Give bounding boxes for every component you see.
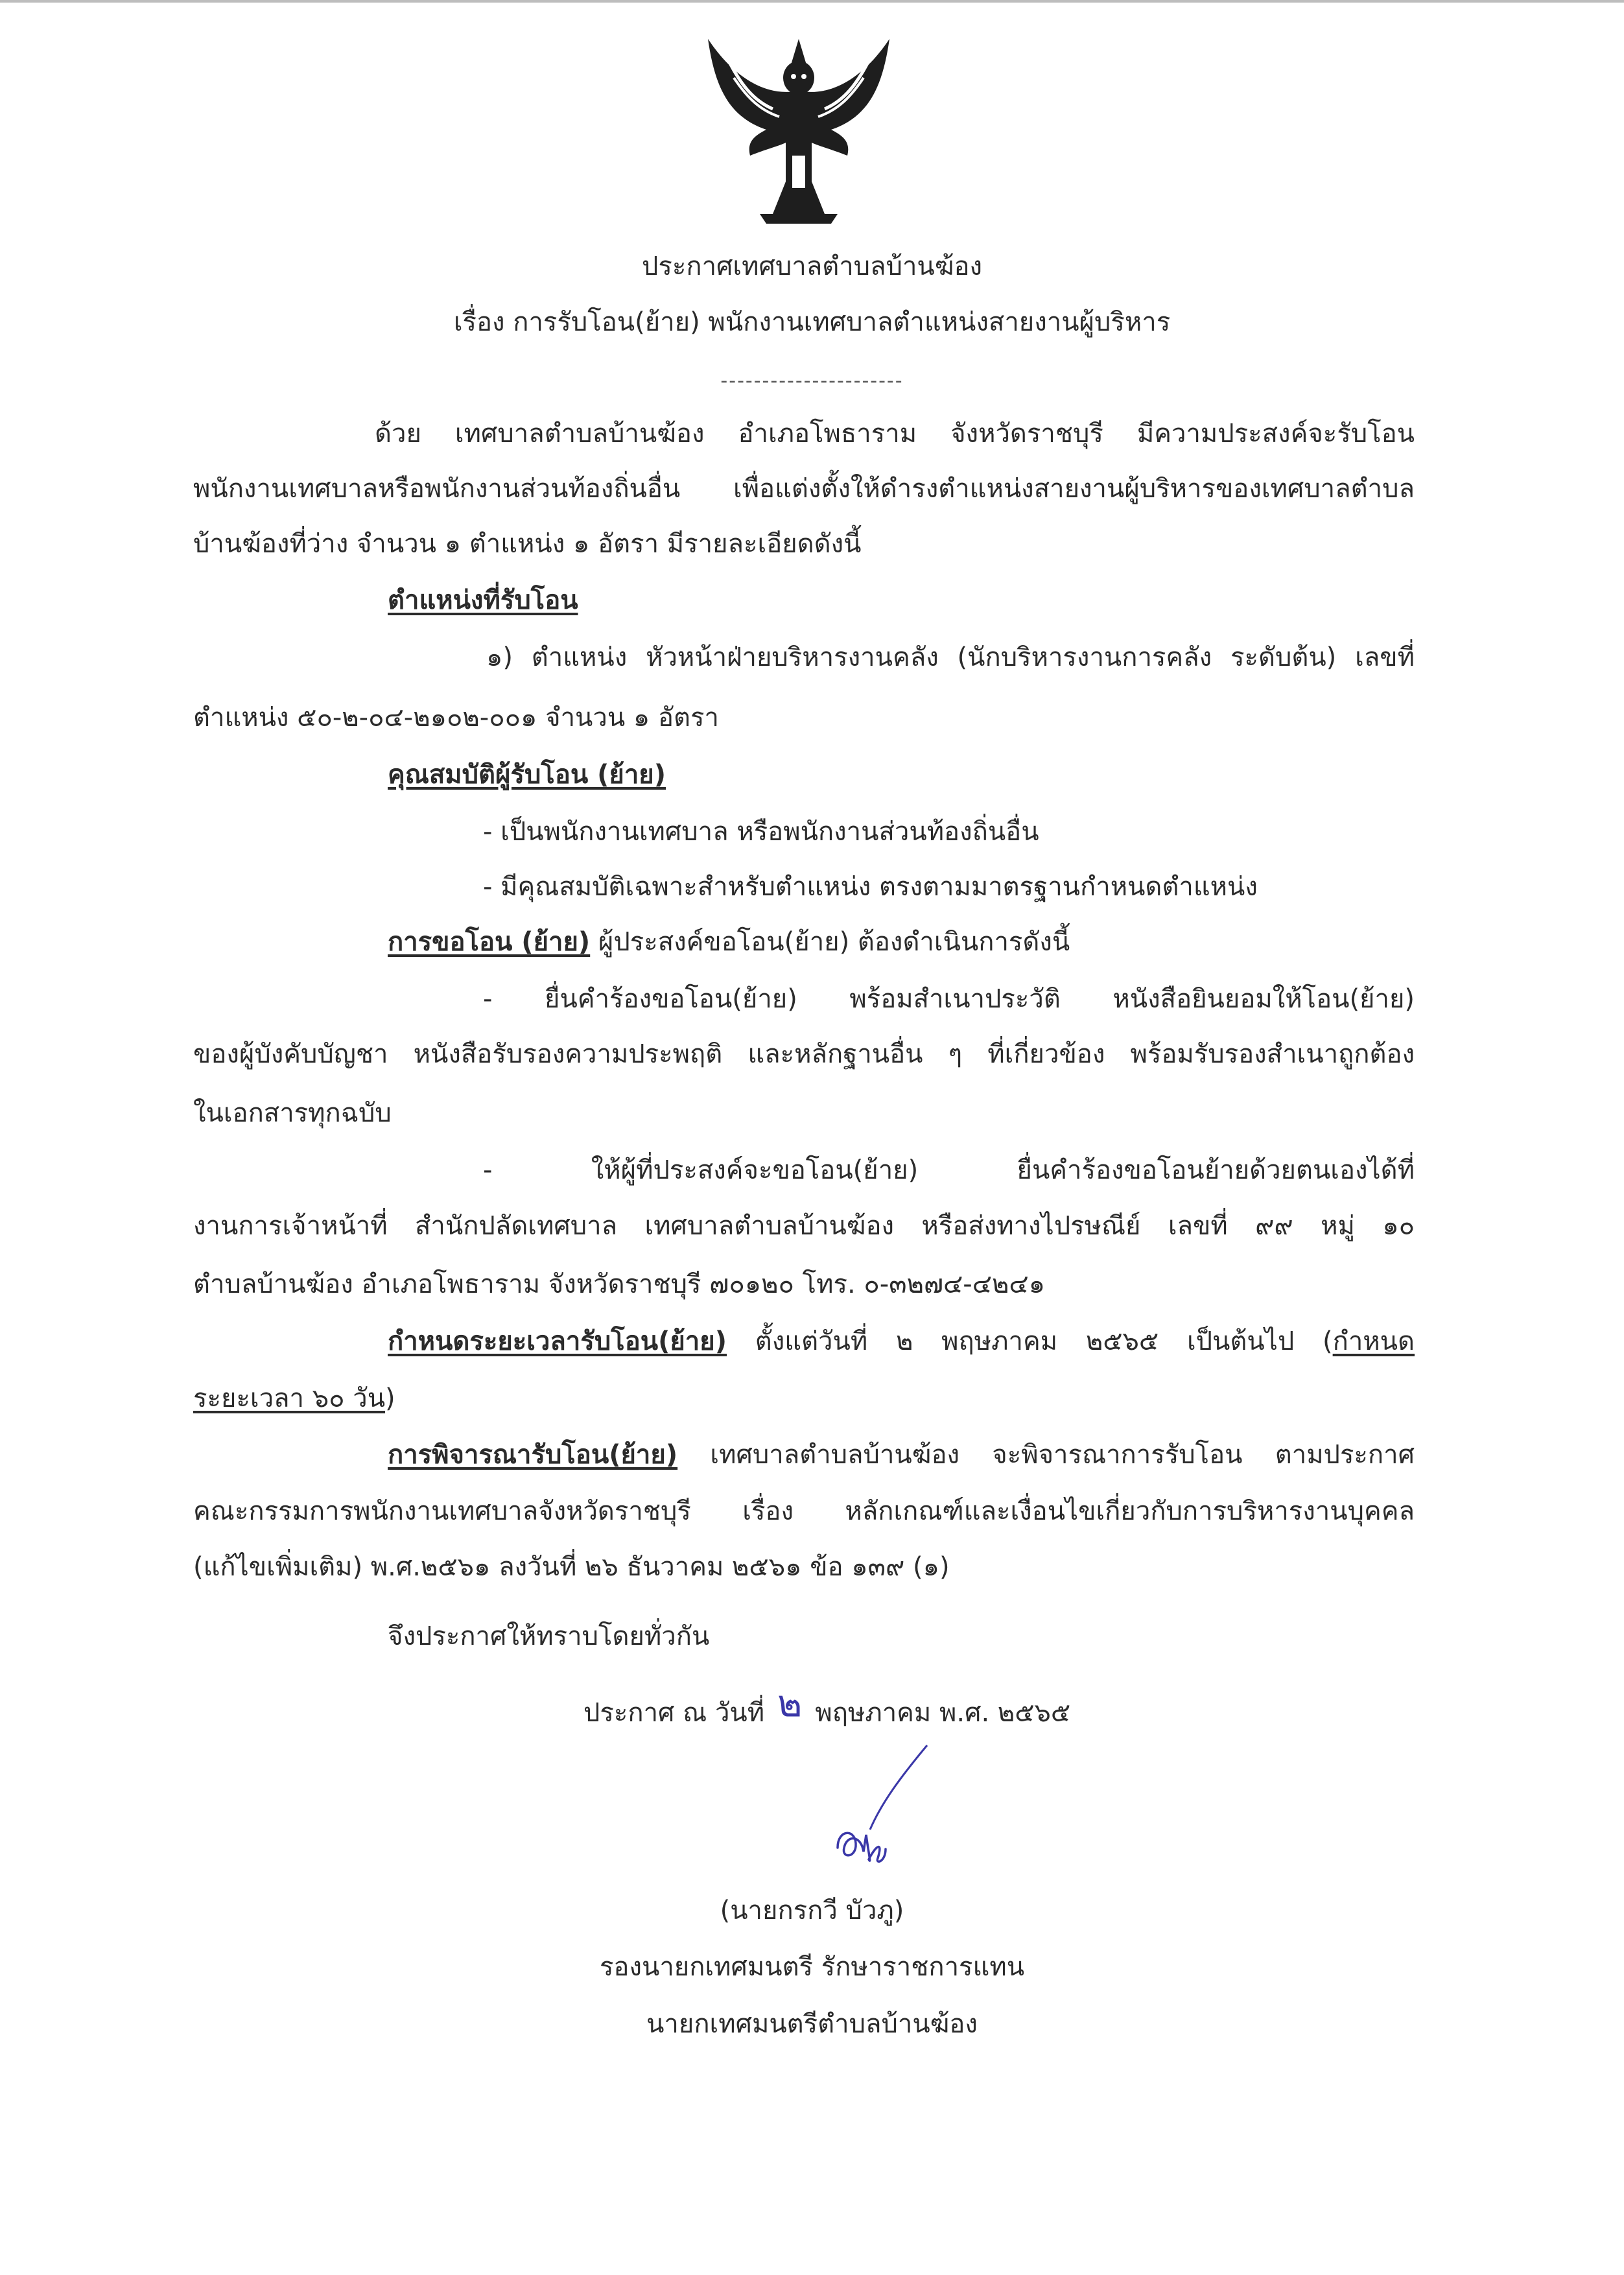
consideration-line-1-rest: เทศบาลตำบลบ้านฆ้อง จะพิจารณาการรับโอน ตามประกาศ [677,1440,1415,1470]
period-close: ) [385,1384,395,1413]
application-p1-line-3: ในเอกสารทุกฉบับ [193,1098,392,1128]
signatory-name: (นายกรกวี บัวภู) [720,1896,904,1926]
consideration-line-1 [388,1437,1415,1473]
qualification-item-2: - มีคุณสมบัติเฉพาะสำหรับตำแหน่ง ตรงตามมาตรฐานกำหนดตำแหน่ง [483,872,1258,902]
qualification-item-1: - เป็นพนักงานเทศบาล หรือพนักงานส่วนท้องถิ่นอื่น [483,817,1039,847]
consideration-line-3: (แก้ไขเพิ่มเติม) พ.ศ.๒๕๖๑ ลงวันที่ ๒๖ ธันวาคม ๒๕๖๑ ข้อ ๑๓๙ (๑) [193,1552,950,1582]
title-divider: ---------------------- [720,370,904,392]
announcement-subject: เรื่อง การรับโอน(ย้าย) พนักงานเทศบาลตำแหน่งสายงานผู้บริหาร [453,307,1171,337]
position-item-1-line-2: ตำแหน่ง ๕๐-๒-๐๔-๒๑๐๒-๐๐๑ จำนวน ๑ อัตรา [193,703,719,733]
application-heading-line [388,924,1070,960]
position-heading: ตำแหน่งที่รับโอน [388,585,578,615]
period-duration-part-1: กำหนด [1332,1326,1415,1356]
date-day-handwritten: ๒ [777,1681,803,1725]
application-p2-line-3: ตำบลบ้านฆ้อง อำเภอโพธาราม จังหวัดราชบุรี ๗๐๑๒๐ โทร. ๐-๓๒๗๔-๔๒๔๑ [193,1269,1046,1299]
intro-line-2: พนักงานเทศบาลหรือพนักงานส่วนท้องถิ่นอื่น เพื่อแต่งตั้งให้ดำรงตำแหน่งสายงานผู้บริหารของเทศบาลตำบล [193,474,1415,504]
announce-statement: จึงประกาศให้ทราบโดยทั่วกัน [388,1621,710,1651]
period-line-2 [193,1380,395,1417]
announce-date [583,1681,1071,1731]
application-heading-rest: ผู้ประสงค์ขอโอน(ย้าย) ต้องดำเนินการดังนี้ [590,927,1070,957]
signature-image [823,1738,940,1874]
intro-line-3: บ้านฆ้องที่ว่าง จำนวน ๑ ตำแหน่ง ๑ อัตรา มีรายละเอียดดังนี้ [193,529,862,559]
application-p1-line-1: - ยื่นคำร้องขอโอน(ย้าย) พร้อมสำเนาประวัติ หนังสือยินยอมให้โอน(ย้าย) [483,984,1415,1014]
date-suffix: พฤษภาคม พ.ศ. ๒๕๖๕ [815,1698,1071,1728]
period-heading: กำหนดระยะเวลารับโอน(ย้าย) [388,1326,727,1356]
application-p1-line-2: ของผู้บังคับบัญชา หนังสือรับรองความประพฤติ และหลักฐานอื่น ๆ ที่เกี่ยวข้อง พร้อมรับรองสำเนาถูกต้อง [193,1039,1415,1069]
application-p2-line-1: - ให้ผู้ที่ประสงค์จะขอโอน(ย้าย) ยื่นคำร้องขอโอนย้ายด้วยตนเองได้ที่ [483,1155,1415,1185]
garuda-emblem-icon [688,26,909,227]
period-line-1 [388,1323,1415,1360]
period-duration-part-2: ระยะเวลา ๖๐ วัน [193,1384,386,1413]
consideration-heading: การพิจารณารับโอน(ย้าย) [388,1440,678,1470]
application-p2-line-2: งานการเจ้าหน้าที่ สำนักปลัดเทศบาล เทศบาลตำบลบ้านฆ้อง หรือส่งทางไปรษณีย์ เลขที่ ๙๙ หมู่ ๑๐ [193,1211,1415,1241]
date-prefix: ประกาศ ณ วันที่ [583,1698,765,1728]
period-text: ตั้งแต่วันที่ ๒ พฤษภาคม ๒๕๖๕ เป็นต้นไป ( [727,1326,1333,1356]
intro-line-1: ด้วย เทศบาลตำบลบ้านฆ้อง อำเภอโพธาราม จังหวัดราชบุรี มีความประสงค์จะรับโอน [375,419,1415,449]
signatory-role-1: รองนายกเทศมนตรี รักษาราชการแทน [599,1952,1025,1982]
qualifications-heading: คุณสมบัติผู้รับโอน (ย้าย) [388,760,666,790]
application-heading: การขอโอน (ย้าย) [388,927,591,957]
position-item-1-line-1: ๑) ตำแหน่ง หัวหน้าฝ่ายบริหารงานคลัง (นักบริหารงานการคลัง ระดับต้น) เลขที่ [486,642,1415,672]
signatory-role-2: นายกเทศมนตรีตำบลบ้านฆ้อง [646,2009,978,2039]
announcement-title: ประกาศเทศบาลตำบลบ้านฆ้อง [642,252,982,281]
consideration-line-2: คณะกรรมการพนักงานเทศบาลจังหวัดราชบุรี เรื่อง หลักเกณฑ์และเงื่อนไขเกี่ยวกับการบริหารงานบุคคล [193,1496,1415,1526]
